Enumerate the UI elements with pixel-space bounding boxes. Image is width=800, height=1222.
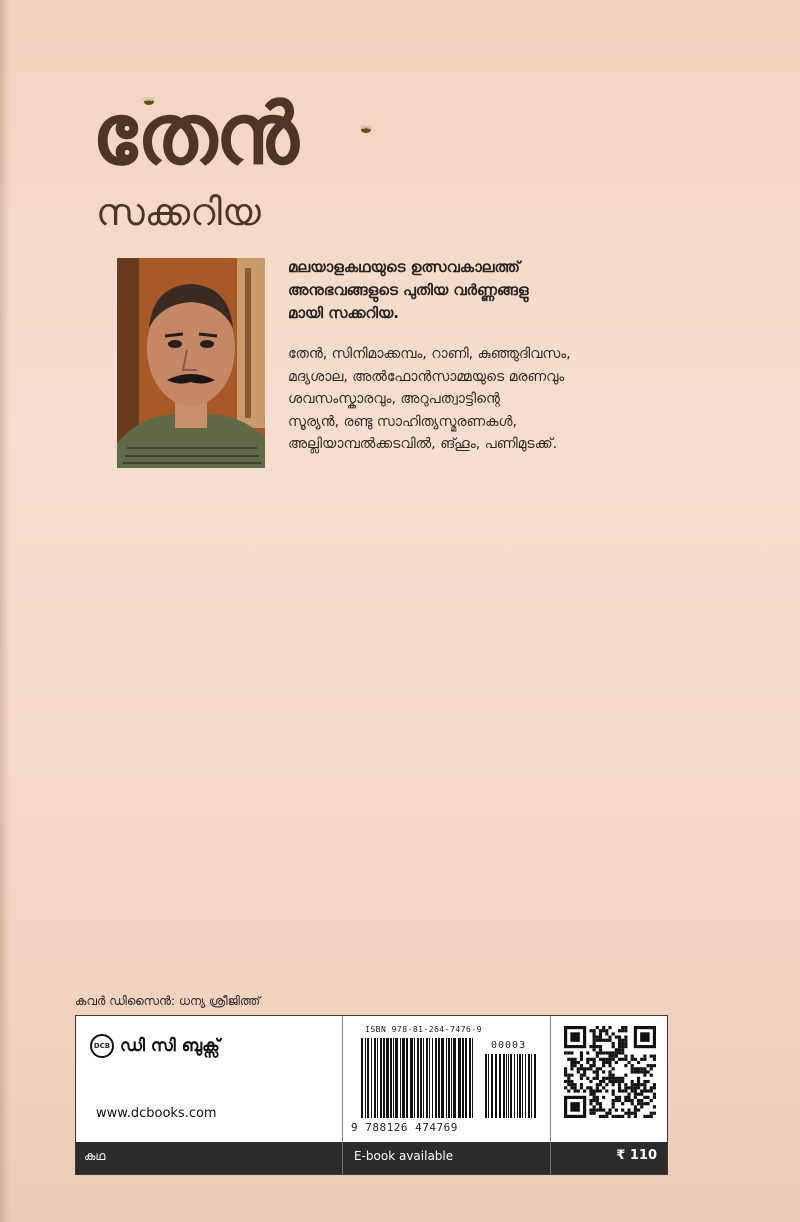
barcode-panel [342,1016,551,1142]
book-author: സക്കറിയ [96,190,261,234]
book-title: തേൻ [92,85,297,183]
story-list-line: തേൻ, സിനിമാക്കമ്പം, റാണി, കുഞ്ഞുദിവസം, [288,346,571,362]
qr-panel [550,1016,668,1142]
blurb-lead-line: അനുഭവങ്ങളുടെ പുതിയ വർണ്ണങ്ങളു [288,281,529,299]
qr-code-icon [564,1026,656,1118]
story-list-line: മദ്യശാല, അൽഫോൻസാമ്മയുടെ മരണവും [288,368,565,385]
story-list-line: ശവസംസ്കാരവും, അറുപത്വാട്ടിന്റെ [288,391,500,407]
footer-bar [76,1142,667,1174]
story-list [288,343,708,456]
publisher-logo [90,1034,220,1058]
footer-divider [342,1142,343,1174]
blurb-lead-text [288,256,708,325]
author-photo [117,258,265,468]
genre-label: കഥ [84,1149,106,1163]
blurb-lead-line: മായി സക്കറിയ. [288,304,399,322]
publisher-mark: DCB [90,1034,114,1058]
blurb-lead-line: മലയാളകഥയുടെ ഉത്സവകാലത്ത് [288,258,520,276]
barcode-ean: 9 788126 474769 [351,1121,458,1134]
price-label: ₹ 110 [616,1148,657,1163]
publisher-website: www.dcbooks.com [96,1106,217,1121]
story-list-line: അല്ലിയാമ്പൽക്കടവിൽ, ങ്ഹൂം, പണിമുടക്ക്. [288,436,558,452]
publisher-info-box [75,1015,668,1175]
page-edge-shadow [0,0,10,1222]
publisher-name: ഡി സി ബുക്സ് [120,1036,220,1056]
isbn-text: ISBN 978-81-264-7476-9 [365,1025,482,1034]
story-list-line: സൂര്യൻ, രണ്ടു സാഹിത്യസ്മരണകൾ, [288,413,517,430]
bee-icon [358,124,374,134]
barcode-addon: 00003 [491,1040,527,1051]
publisher-panel [76,1016,342,1142]
ebook-label: E-book available [354,1149,454,1163]
footer-divider [550,1142,551,1174]
cover-design-credit: കവർ ഡിസൈൻ: ധന്യ ശ്രീജിത്ത് [75,994,261,1008]
